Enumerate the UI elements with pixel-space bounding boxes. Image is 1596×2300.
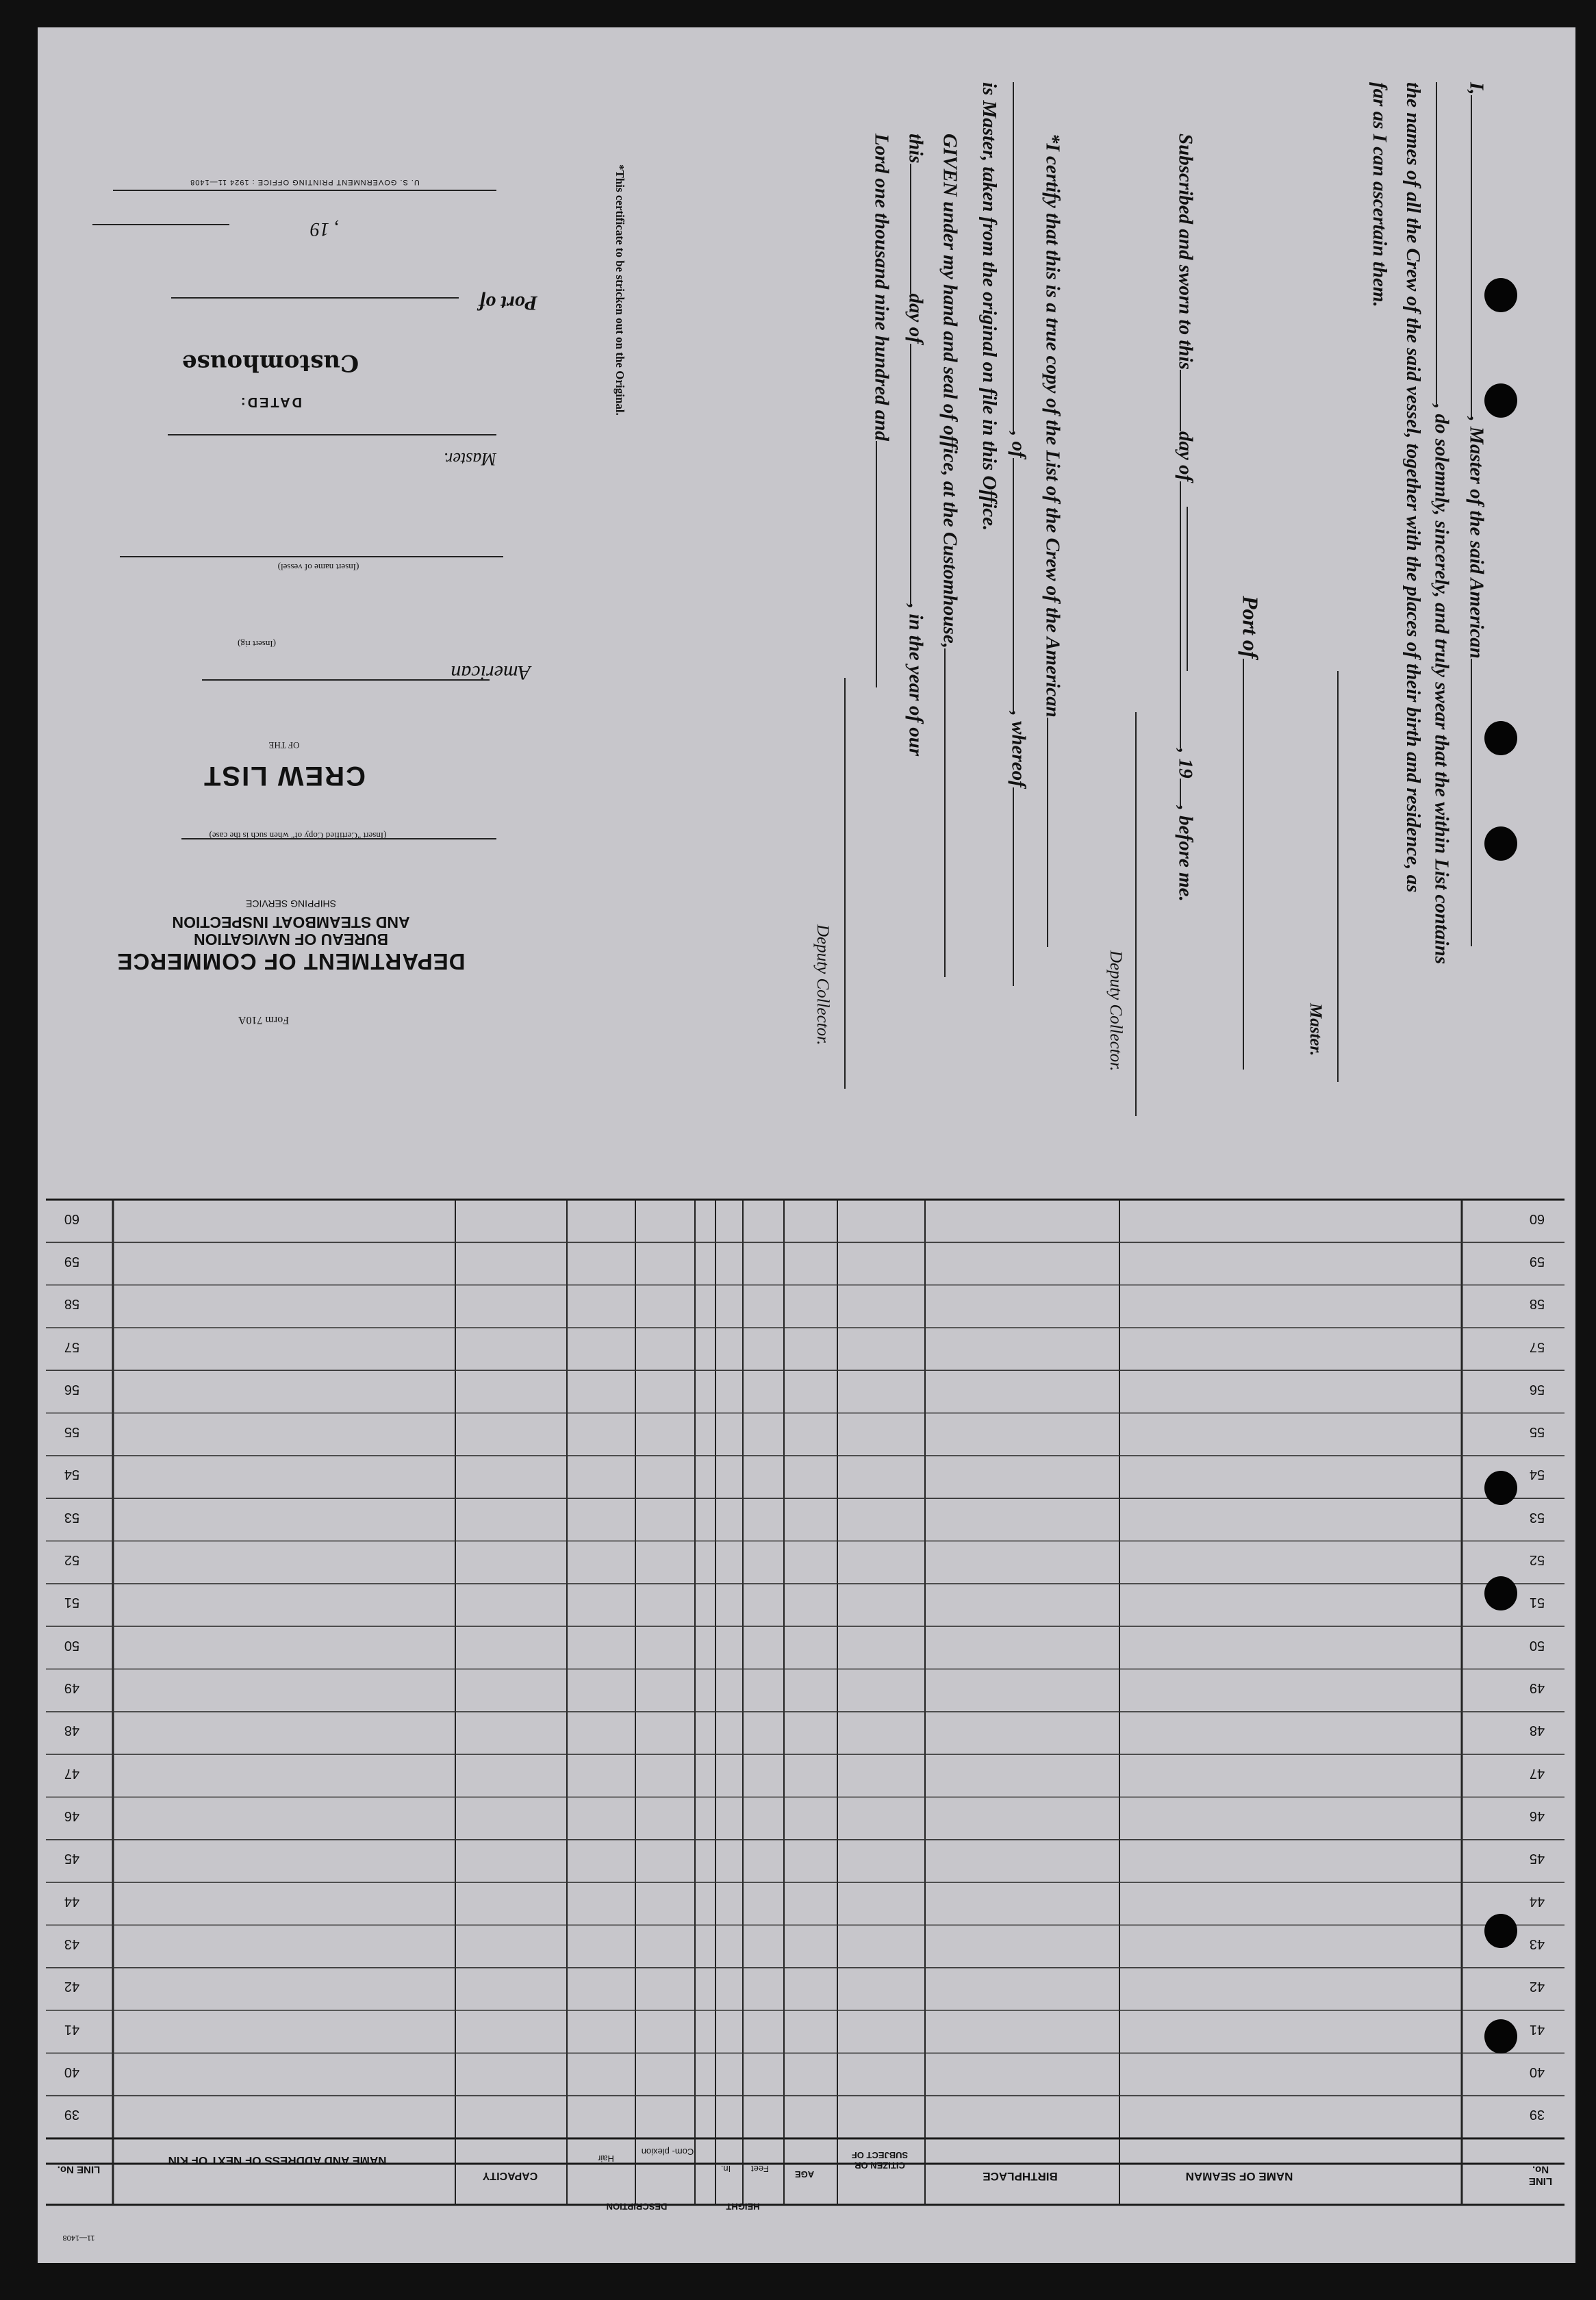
sub-day-field[interactable] (1180, 370, 1202, 431)
row-number-right: 60 (64, 1211, 80, 1226)
certify-line-2 (1007, 82, 1035, 986)
vessel-line (120, 555, 503, 557)
row-number-left: 59 (1529, 1253, 1545, 1269)
row-number-right: 57 (64, 1339, 80, 1354)
header-inches: In. (720, 2164, 731, 2174)
sub-month-field[interactable] (1180, 481, 1202, 748)
port-line (171, 296, 459, 299)
row-number-left: 52 (1529, 1552, 1545, 1568)
row-number-left: 43 (1529, 1936, 1545, 1951)
given-line-3 (870, 134, 898, 687)
american-label: American (451, 661, 531, 684)
row-number-right: 40 (64, 2064, 80, 2080)
master-signature-line[interactable] (1337, 671, 1339, 1082)
sub-year: , 19 (1174, 748, 1197, 779)
printer-imprint: U. S. GOVERNMENT PRINTING OFFICE : 1924 11—1408 (190, 178, 420, 186)
oath-port-label: Port of (1238, 596, 1263, 659)
row-number-left: 45 (1529, 1851, 1545, 1867)
certify-vessel-cont[interactable] (1013, 82, 1035, 431)
oath-i: I, (1465, 82, 1488, 95)
header-height: HEIGHT (726, 2201, 760, 2212)
row-number-right: 54 (64, 1467, 80, 1482)
row-number-left: 53 (1529, 1509, 1545, 1525)
deputy-1-line[interactable] (1135, 712, 1137, 1116)
port-of-label: Port of (479, 292, 537, 314)
row-number-left: 54 (1529, 1467, 1545, 1482)
punch-hole (1484, 2019, 1517, 2053)
oath-master-of: , Master of the said American (1465, 416, 1488, 659)
row-number-right: 55 (64, 1424, 80, 1440)
certified-line (181, 837, 496, 839)
row-number-left: 39 (1529, 2107, 1545, 2123)
given-day-of: day of (904, 293, 927, 344)
row-number-right: 42 (64, 1979, 80, 1995)
row-number-right: 56 (64, 1381, 80, 1397)
given-text: GIVEN under my hand and seal of office, at the Customhouse, (939, 134, 961, 648)
given-year-field[interactable] (876, 441, 898, 687)
bureau-line-2: AND STEAMBOAT INSPECTION (172, 913, 410, 931)
row-number-right: 50 (64, 1637, 80, 1653)
row-number-right: 52 (64, 1552, 80, 1568)
certify-whereof: , whereof (1007, 711, 1030, 787)
header-birthplace: BIRTHPLACE (983, 2170, 1058, 2183)
header-feet: Feet (751, 2164, 770, 2174)
oath-line-2 (1430, 82, 1458, 964)
punch-hole (1484, 1471, 1517, 1505)
certify-vessel-field[interactable] (1047, 718, 1069, 947)
printer-rule (113, 188, 496, 191)
oath-line-3: the names of all the Crew of the said vessel, together with the places of their birth and residence, as (1402, 82, 1424, 893)
given-line (939, 134, 966, 977)
punch-hole (1484, 1914, 1517, 1948)
header-citizen: CITIZEN OR SUBJECT OF (851, 2150, 909, 2171)
dated-label: DATED: (238, 394, 303, 409)
row-number-left: 47 (1529, 1765, 1545, 1781)
oath-port-of (1237, 596, 1267, 1070)
rig-line (202, 678, 490, 681)
header-complexion: Com- plexion (641, 2147, 694, 2157)
punch-hole (1484, 721, 1517, 755)
given-year-of-our: , in the year of our (904, 603, 927, 757)
form-page (38, 27, 1575, 2263)
cover-year: , 19 (310, 218, 339, 240)
punch-hole (1484, 383, 1517, 418)
customhouse-label: Customhouse (181, 349, 359, 377)
header-capacity: CAPACITY (482, 2170, 538, 2182)
row-number-left: 46 (1529, 1808, 1545, 1824)
header-name-of-seaman: NAME OF SEAMAN (1185, 2170, 1293, 2183)
row-number-left: 49 (1529, 1680, 1545, 1696)
oath-line-4: far as I can ascertain them. (1369, 82, 1391, 307)
sub-year-field[interactable] (1180, 779, 1202, 806)
row-number-left: 48 (1529, 1723, 1545, 1739)
row-number-right: 45 (64, 1851, 80, 1867)
deputy-2-label: Deputy Collector. (813, 924, 832, 1046)
header-next-of-kin: NAME AND ADDRESS OF NEXT OF KIN (168, 2154, 387, 2167)
certify-master-field[interactable] (1013, 787, 1035, 986)
row-number-left: 57 (1529, 1339, 1545, 1354)
before-me: , before me. (1174, 805, 1197, 902)
department-name: DEPARTMENT OF COMMERCE (116, 949, 466, 974)
date-line (92, 223, 229, 225)
certify-of: , of (1007, 431, 1030, 458)
row-number-left: 51 (1529, 1595, 1545, 1610)
row-number-right: 58 (64, 1296, 80, 1312)
header-age: AGE (794, 2169, 815, 2179)
given-month-field[interactable] (910, 344, 932, 604)
row-number-right: 59 (64, 1253, 80, 1269)
row-number-right: 46 (64, 1808, 80, 1824)
row-number-right: 47 (64, 1765, 80, 1781)
row-number-left: 50 (1529, 1637, 1545, 1653)
corner-code: 11—1408 (62, 2234, 95, 2242)
of-the: OF THE (268, 740, 300, 750)
row-number-right: 44 (64, 1893, 80, 1909)
vessel-field-cont[interactable] (1436, 82, 1458, 404)
row-number-left: 44 (1529, 1893, 1545, 1909)
header-description: DESCRIPTION (606, 2201, 668, 2212)
row-number-left: 58 (1529, 1296, 1545, 1312)
punch-hole (1484, 826, 1517, 861)
bureau-line: BUREAU OF NAVIGATION (193, 931, 389, 948)
insert-rig: (Insert rig) (238, 639, 276, 649)
oath-line-1 (1465, 82, 1493, 946)
given-this: this (904, 134, 927, 164)
master-label: Master. (443, 449, 496, 469)
master-name-field[interactable] (1471, 95, 1493, 417)
subscribed-label: Subscribed and sworn to this (1174, 134, 1197, 370)
footnote: *This certificate to be stricken out on the Original. (613, 164, 626, 416)
given-customhouse-field[interactable] (944, 648, 966, 977)
certified-note: (Insert "Certified Copy of" when such is the case) (209, 831, 387, 841)
given-day-field[interactable] (910, 164, 932, 294)
certify-line-3: is Master, taken from the original on file in this Office. (978, 82, 1000, 531)
vessel-name-field[interactable] (1471, 659, 1493, 946)
master-line (168, 433, 496, 435)
row-number-left: 60 (1529, 1211, 1545, 1226)
header-hair: Hair (598, 2153, 614, 2164)
row-number-left: 40 (1529, 2064, 1545, 2080)
row-number-right: 51 (64, 1595, 80, 1610)
shipping-service: SHIPPING SERVICE (246, 898, 337, 909)
oath-port-field[interactable] (1243, 659, 1267, 1070)
row-number-left: 42 (1529, 1979, 1545, 1995)
deputy-2-line[interactable] (844, 678, 846, 1089)
row-number-right: 39 (64, 2107, 80, 2123)
form-number: Form 710A (238, 1014, 290, 1026)
given-lord: Lord one thousand nine hundred and (870, 134, 893, 441)
row-number-right: 41 (64, 2021, 80, 2037)
crew-list-title: CREW LIST (203, 761, 366, 791)
row-number-left: 56 (1529, 1381, 1545, 1397)
seal-line (1187, 507, 1188, 671)
oath-swear: , do solemnly, sincerely, and truly swear that the within List contains (1430, 404, 1453, 965)
master-signature-label: Master. (1306, 1003, 1325, 1057)
certify-text: *I certify that this is a true copy of the List of the Crew of the American (1041, 134, 1064, 718)
given-line-2 (904, 134, 932, 756)
row-number-right: 43 (64, 1936, 80, 1951)
row-number-right: 48 (64, 1723, 80, 1739)
punch-hole (1484, 278, 1517, 312)
row-number-left: 55 (1529, 1424, 1545, 1440)
insert-vessel: (Insert name of vessel) (277, 562, 359, 572)
header-line-no-right: LINE No. (57, 2164, 101, 2175)
deputy-1-label: Deputy Collector. (1106, 950, 1125, 1072)
row-number-right: 53 (64, 1509, 80, 1525)
punch-hole (1484, 1576, 1517, 1610)
row-number-left: 41 (1529, 2021, 1545, 2037)
certify-port-field[interactable] (1013, 458, 1035, 711)
header-line-no-left: LINE No. (1528, 2164, 1553, 2187)
certify-line (1041, 134, 1069, 947)
row-number-right: 49 (64, 1680, 80, 1696)
sub-day-of: day of (1174, 431, 1197, 482)
